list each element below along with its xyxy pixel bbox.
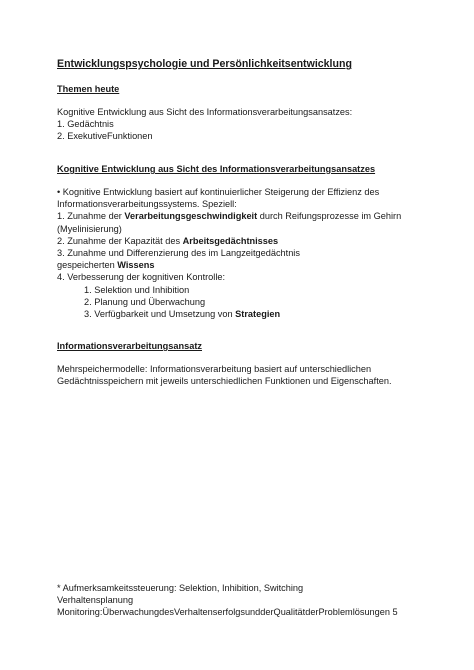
- bullet-line: Informationsverarbeitungssystems. Speziell:: [57, 199, 237, 210]
- paragraph-line: Mehrspeichermodelle: Informationsverarbeitung basiert auf unterschiedlichen: [57, 364, 372, 374]
- list-item: 2. ExekutiveFunktionen: [57, 131, 153, 142]
- footer-line: Monitoring:ÜberwachungdesVerhaltenserfolgsundderQualitätderProblemlösungen 5: [57, 607, 398, 618]
- page-footer: [57, 582, 447, 619]
- bold-term: Strategien: [235, 309, 281, 320]
- sub-list-item: 3. Verfügbarkeit und Umsetzung von Strategien: [84, 309, 281, 320]
- list-item: 1. Zunahme der Verarbeitungsgeschwindigkeit durch Reifungsprozesse im Gehirn: [57, 211, 402, 222]
- section-themen-heute: [57, 83, 437, 143]
- footer-line: * Aufmerksamkeitssteuerung: Selektion, Inhibition, Switching: [57, 583, 304, 593]
- section-informationsverarbeitungsansatz: [57, 340, 437, 387]
- section-heading: Themen heute: [57, 84, 120, 94]
- bold-term: Arbeitsgedächtnisses: [182, 235, 279, 246]
- section-heading: Kognitive Entwicklung aus Sicht des Informationsverarbeitungsansatzes: [57, 164, 376, 174]
- list-item: 4. Verbesserung der kognitiven Kontrolle:: [57, 272, 226, 283]
- sub-list-item: 1. Selektion und Inhibition: [84, 284, 190, 295]
- list-item-continuation: (Myelinisierung): [57, 223, 122, 234]
- document-title: Entwicklungspsychologie und Persönlichkeitsentwicklung: [57, 58, 352, 70]
- section-kognitive-entwicklung: [57, 163, 437, 320]
- bullet-line: • Kognitive Entwicklung basiert auf kontinuierlicher Steigerung der Effizienz des: [57, 187, 380, 197]
- bold-term: Verarbeitungsgeschwindigkeit: [124, 211, 258, 222]
- footer-line: Verhaltensplanung: [57, 595, 134, 606]
- list-item-continuation: gespeicherten Wissens: [57, 260, 155, 271]
- sub-list-item: 2. Planung und Überwachung: [84, 296, 206, 307]
- intro-text: Kognitive Entwicklung aus Sicht des Informationsverarbeitungsansatzes:: [57, 107, 353, 117]
- list-item: 2. Zunahme der Kapazität des Arbeitsgedächtnisses: [57, 235, 279, 246]
- section-heading: Informationsverarbeitungsansatz: [57, 341, 202, 351]
- list-item: 3. Zunahme und Differenzierung des im Langzeitgedächtnis: [57, 248, 300, 259]
- paragraph-line: Gedächtnisspeichern mit jeweils unterschiedlichen Funktionen und Eigenschaften.: [57, 376, 392, 387]
- bold-term: Wissens: [117, 260, 155, 271]
- list-item: 1. Gedächtnis: [57, 119, 114, 130]
